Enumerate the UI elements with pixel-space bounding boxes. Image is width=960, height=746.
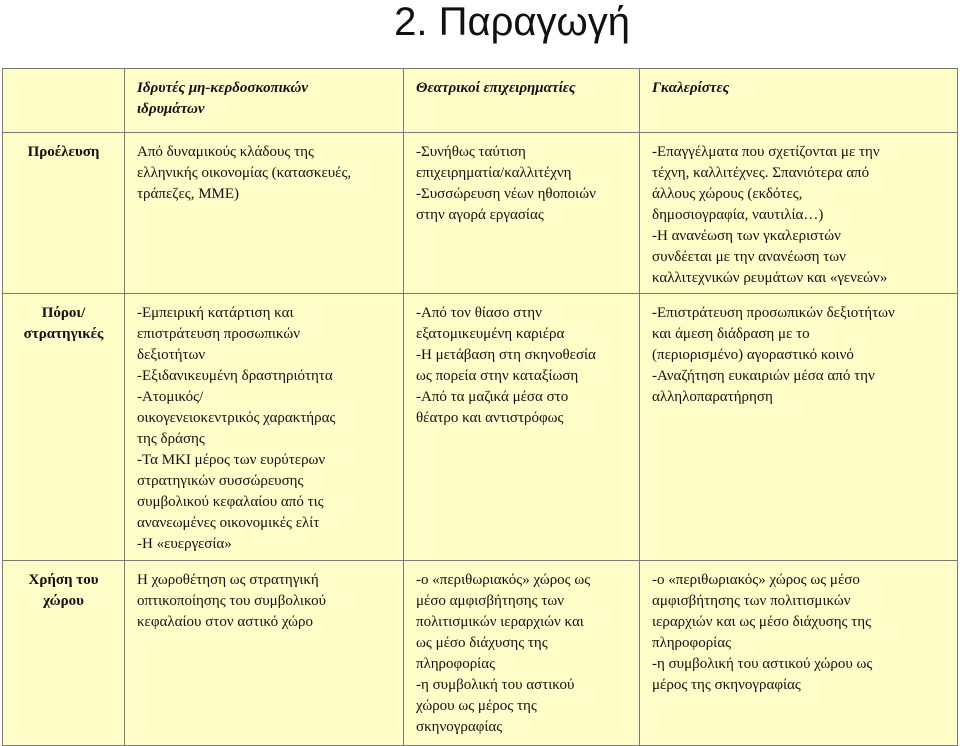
row-header-space-use <box>3 561 125 746</box>
cell-text-line: -η συμβολική του αστικού <box>416 677 575 693</box>
column-header-theatre-entrepreneurs <box>404 69 640 133</box>
slide-title: 2. Παραγωγή <box>394 0 630 44</box>
cell-text-line: -Εμπειρική κατάρτιση και <box>137 305 294 321</box>
cell-origin-foundations <box>125 133 404 294</box>
cell-text-line: -Συσσώρευση νέων ηθοποιών <box>416 186 596 202</box>
cell-text-line: αμφισβήτησης των πολιτισμικών <box>652 593 851 609</box>
column-header-gallerists <box>640 69 958 133</box>
cell-text-line: μέρος της σκηνογραφίας <box>652 677 801 693</box>
cell-text-line: -Επιστράτευση προσωπικών δεξιοτήτων <box>652 305 895 321</box>
cell-text-line: ελληνικής οικονομίας (κατασκευές, <box>137 165 352 181</box>
cell-text-line: Θεατρικοί επιχειρηματίες <box>416 80 576 96</box>
cell-text-line: στην αγορά εργασίας <box>416 207 544 223</box>
cell-text-line: -Εξιδανικευμένη δραστηριότητα <box>137 368 333 384</box>
cell-text-line: αλληλοπαρατήρηση <box>652 389 773 405</box>
cell-text-line: -Αναζήτηση ευκαιριών μέσα από την <box>652 368 875 384</box>
cell-resources-foundations <box>125 294 404 561</box>
comparison-table <box>2 68 958 746</box>
table-row-resources <box>3 294 958 561</box>
cell-text-line: άλλους χώρους (εκδότες, <box>652 186 803 202</box>
cell-text-line: σκηνογραφίας <box>416 719 503 735</box>
cell-text-line: και άμεση διάδραση με το <box>652 326 810 342</box>
cell-origin-theatre <box>404 133 640 294</box>
cell-text-line: -Τα ΜΚΙ μέρος των ευρύτερων <box>137 452 326 468</box>
cell-text-line: Ιδρυτές μη-κερδοσκοπικών <box>137 80 308 96</box>
cell-space-gallerists <box>640 561 958 746</box>
cell-text-line: επιστράτευση προσωπικών <box>137 326 301 342</box>
cell-space-theatre <box>404 561 640 746</box>
cell-text-line: Προέλευση <box>27 144 100 160</box>
cell-text-line: συμβολικού κεφαλαίου από τις <box>137 494 324 510</box>
cell-text-line: πληροφορίας <box>416 656 496 672</box>
table-row-space-use <box>3 561 958 746</box>
cell-text-line: -ο «περιθωριακός» χώρος ως μέσο <box>652 572 860 588</box>
cell-text-line: δεξιοτήτων <box>137 347 206 363</box>
cell-resources-theatre <box>404 294 640 561</box>
cell-text-line: -Από τα μαζικά μέσα στο <box>416 389 569 405</box>
cell-text-line: -ο «περιθωριακός» χώρος ως <box>416 572 591 588</box>
cell-text-line: κεφαλαίου στον αστικό χώρο <box>137 614 314 630</box>
cell-text-line: χώρου <box>43 593 84 609</box>
cell-text-line: στρατηγικές <box>23 326 104 342</box>
cell-text-line: της δράσης <box>137 431 205 447</box>
cell-text-line: πολιτισμικών ιεραρχιών και <box>416 614 584 630</box>
cell-origin-gallerists <box>640 133 958 294</box>
cell-text-line: -Επαγγέλματα που σχετίζονται με την <box>652 144 880 160</box>
table-header-row <box>3 69 958 133</box>
cell-text-line: ιδρυμάτων <box>137 101 205 117</box>
cell-text-line: επιχειρηματία/καλλιτέχνη <box>416 165 572 181</box>
row-header-resources <box>3 294 125 561</box>
cell-text-line: εξατομικευμένη καριέρα <box>416 326 565 342</box>
row-header-origin <box>3 133 125 294</box>
cell-text-line: συνδέεται με την ανανέωση των <box>652 249 846 265</box>
cell-text-line: Πόροι/ <box>41 305 86 321</box>
cell-space-foundations <box>125 561 404 746</box>
table-row-origin <box>3 133 958 294</box>
cell-text-line: Η χωροθέτηση ως στρατηγική <box>137 572 319 588</box>
cell-text-line: -Η «ευεργεσία» <box>137 536 232 552</box>
cell-text-line: -Η ανανέωση των γκαλεριστών <box>652 228 841 244</box>
cell-text-line: στρατηγικών συσσώρευσης <box>137 473 304 489</box>
cell-text-line: ιεραρχιών και ως μέσο διάχυσης της <box>652 614 872 630</box>
cell-text-line: -Ατομικός/ <box>137 389 204 405</box>
cell-text-line: -η συμβολική του αστικού χώρου ως <box>652 656 873 672</box>
cell-text-line: χώρου ως μέρος της <box>416 698 537 714</box>
cell-text-line: οικογενειοκεντρικός χαρακτήρας <box>137 410 336 426</box>
cell-text-line: τράπεζες, ΜΜΕ) <box>137 186 240 202</box>
cell-text-line: οπτικοποίησης του συμβολικού <box>137 593 327 609</box>
cell-text-line: Γκαλερίστες <box>652 80 730 96</box>
cell-text-line: Χρήση του <box>28 572 99 588</box>
cell-text-line: ανανεωμένες οικονομικές ελίτ <box>137 515 320 531</box>
cell-text-line: πληροφορίας <box>652 635 732 651</box>
corner-cell <box>3 69 125 133</box>
cell-text-line: -Από τον θίασο στην <box>416 305 542 321</box>
cell-text-line: (περιορισμένο) αγοραστικό κοινό <box>652 347 854 363</box>
column-header-foundation-founders <box>125 69 404 133</box>
cell-text-line: τέχνη, καλλιτέχνες. Σπανιότερα από <box>652 165 870 181</box>
cell-text-line: ως πορεία στην καταξίωση <box>416 368 579 384</box>
cell-text-line: ως μέσο διάχυσης της <box>416 635 548 651</box>
cell-text-line: μέσο αμφισβήτησης των <box>416 593 565 609</box>
cell-text-line: -Η μετάβαση στη σκηνοθεσία <box>416 347 596 363</box>
cell-text-line: δημοσιογραφία, ναυτιλία…) <box>652 207 824 223</box>
cell-text-line: θέατρο και αντιστρόφως <box>416 410 564 426</box>
cell-text-line: καλλιτεχνικών ρευμάτων και «γενεών» <box>652 270 888 286</box>
cell-text-line: -Συνήθως ταύτιση <box>416 144 526 160</box>
cell-resources-gallerists <box>640 294 958 561</box>
cell-text-line: Από δυναμικούς κλάδους της <box>137 144 314 160</box>
